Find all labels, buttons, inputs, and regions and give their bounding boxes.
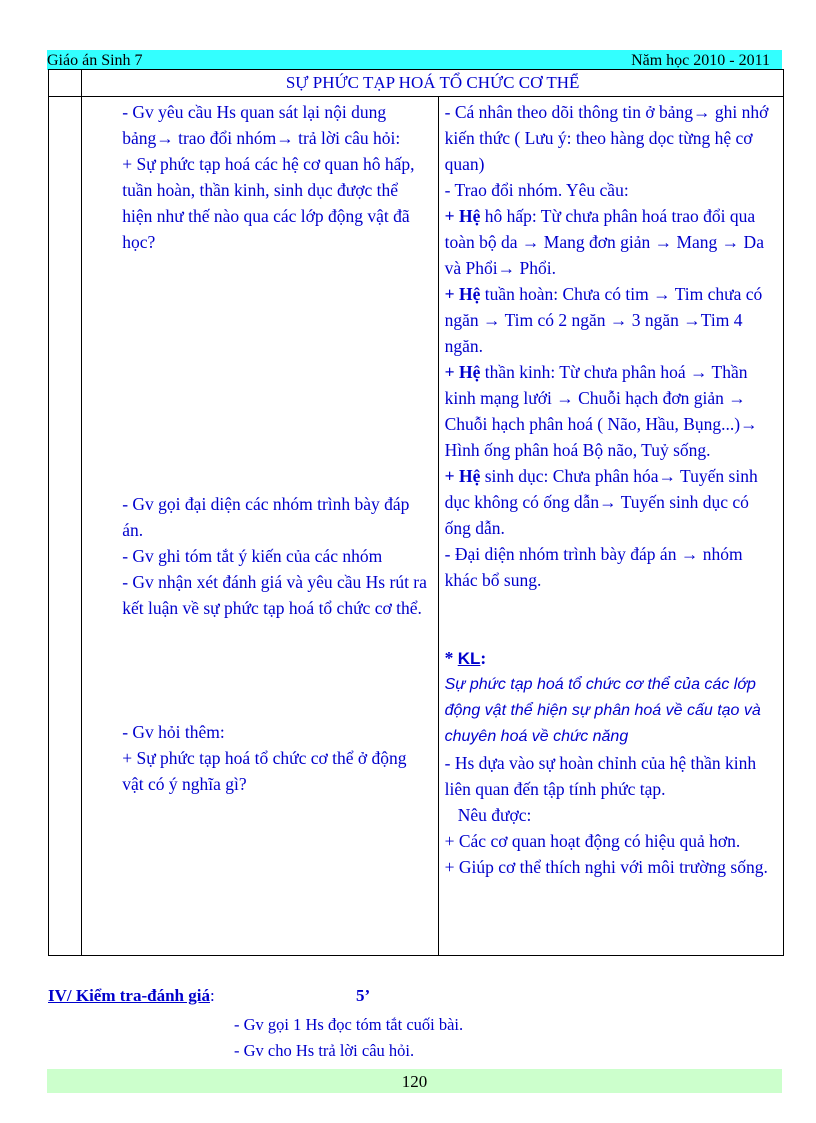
student-text: - Cá nhân theo dõi thông tin ở bảng→ ghi nhớ kiến thức ( Lưu ý: theo hàng dọc từng hệ cơ quan) <box>444 102 769 174</box>
assessment-item: - Gv gọi 1 Hs đọc tóm tắt cuối bài. <box>234 1015 464 1034</box>
teacher-text: + Sự phức tạp hoá các hệ cơ quan hô hấp, tuần hoàn, thần kinh, sinh dục được thể hiện như thế nào qua các lớp động vật đã học? <box>122 154 415 252</box>
section-duration: 5’ <box>356 986 371 1005</box>
student-text: - Hs dựa vào sự hoàn chỉnh của hệ thần kinh liên quan đến tập tính phức tạp. <box>444 753 757 799</box>
table-title-spacer <box>49 70 82 97</box>
system-label: + Hệ <box>444 284 481 304</box>
conclusion-text: Sự phức tạp hoá tổ chức cơ thể của các lớp động vật thể hiện sự phân hoá về cấu tạo và chuyên hoá về chức năng <box>444 676 761 745</box>
lesson-table <box>48 69 784 956</box>
student-text: - Trao đổi nhóm. Yêu cầu: <box>444 180 629 200</box>
conclusion-heading <box>445 645 777 672</box>
teacher-text: + Sự phức tạp hoá tổ chức cơ thể ở động vật có ý nghĩa gì? <box>122 748 407 794</box>
section-colon: : <box>209 986 215 1005</box>
system-text: sinh dục: Chưa phân hóa→ Tuyến sinh dục không có ống dẫn→ Tuyến sinh dục có ống dẫn. <box>444 466 758 538</box>
student-text: + Các cơ quan hoạt động có hiệu quả hơn. <box>444 831 741 851</box>
section-title: IV/ Kiểm tra-đánh giá <box>48 986 210 1005</box>
time-column <box>49 97 82 956</box>
system-label: + Hệ <box>444 466 481 486</box>
system-text: thần kinh: Từ chưa phân hoá → Thần kinh mạng lưới → Chuỗi hạch đơn giản → Chuỗi hạch phân hoá ( Não, Hầu, Bụng...)→ Hình ống phân hoá Bộ não, Tuỷ sống. <box>444 362 758 460</box>
page-header <box>47 50 782 70</box>
system-text: hô hấp: Từ chưa phân hoá trao đổi qua toàn bộ da → Mang đơn giản → Mang → Da và Phổi→ Phổi. <box>444 206 764 278</box>
table-title: SỰ PHỨC TẠP HOÁ TỔ CHỨC CƠ THỂ <box>82 70 784 97</box>
student-text: Nêu được: <box>444 805 532 825</box>
kl-prefix: * <box>444 648 458 668</box>
teacher-text: - Gv nhận xét đánh giá và yêu cầu Hs rút ra kết luận về sự phức tạp hoá tổ chức cơ thể. <box>122 572 427 618</box>
header-subject: Giáo án Sinh 7 <box>47 52 143 69</box>
system-text: tuần hoàn: Chưa có tim → Tim chưa có ngăn → Tim có 2 ngăn → 3 ngăn →Tim 4 ngăn. <box>444 284 763 356</box>
student-text: + Giúp cơ thể thích nghi với môi trường sống. <box>444 857 768 877</box>
page-footer <box>47 1069 782 1093</box>
system-item <box>445 281 777 359</box>
page-number: 120 <box>401 1072 428 1091</box>
student-activity-cell <box>438 97 783 956</box>
assessment-item: - Gv cho Hs trả lời câu hỏi. <box>234 1041 415 1060</box>
system-item <box>445 203 777 281</box>
system-label: + Hệ <box>444 362 481 382</box>
teacher-text: - Gv yêu cầu Hs quan sát lại nội dung bảng→ trao đổi nhóm→ trả lời câu hỏi: <box>122 102 401 148</box>
header-school-year: Năm học 2010 - 2011 <box>631 52 770 69</box>
kl-label: KL <box>457 649 481 668</box>
teacher-activity-cell <box>82 97 438 956</box>
system-item <box>445 359 777 463</box>
system-label: + Hệ <box>444 206 481 226</box>
kl-colon: : <box>480 648 487 668</box>
system-item <box>445 463 777 541</box>
section-assessment <box>48 986 371 1006</box>
student-text: - Đại diện nhóm trình bày đáp án → nhóm khác bổ sung. <box>444 544 743 590</box>
teacher-text: - Gv gọi đại diện các nhóm trình bày đáp án. <box>122 494 410 540</box>
teacher-text: - Gv ghi tóm tắt ý kiến của các nhóm <box>122 546 383 566</box>
teacher-text: - Gv hỏi thêm: <box>122 722 225 742</box>
